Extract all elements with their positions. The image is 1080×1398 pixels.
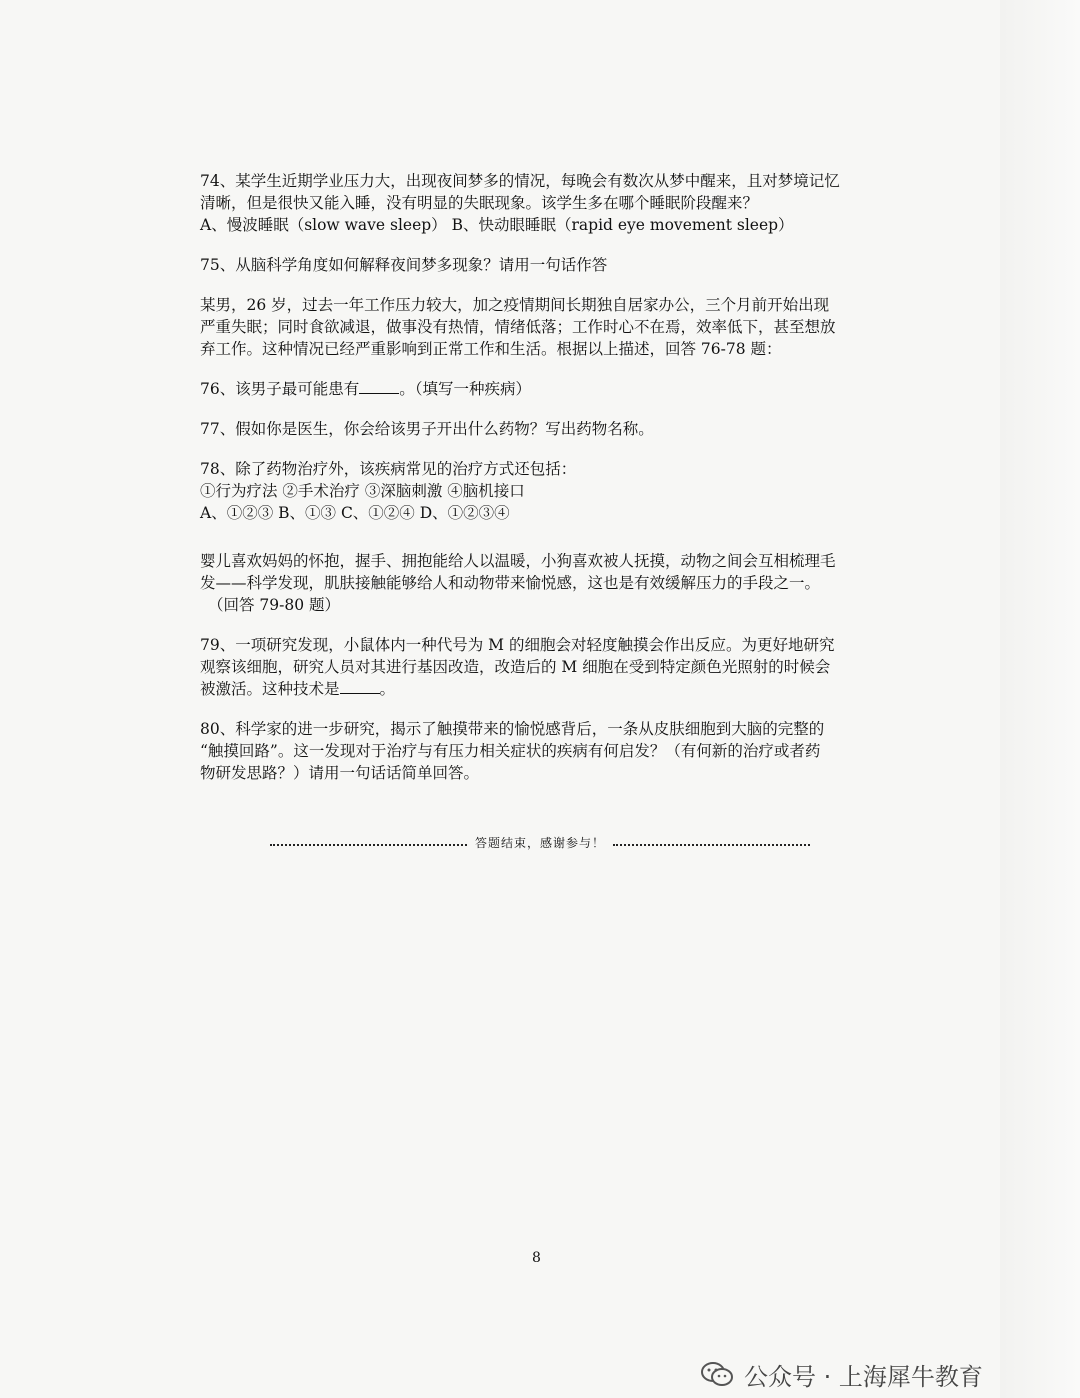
- question-78-options: A、①②③ B、①③ C、①②④ D、①②③④: [200, 504, 510, 522]
- watermark: [700, 1358, 983, 1390]
- question-75: [200, 254, 880, 276]
- passage-2-line-3: （回答 79-80 题）: [208, 596, 341, 614]
- passage-79-80: [200, 550, 880, 616]
- question-76: [200, 378, 880, 400]
- dotted-rule-right: [613, 844, 810, 846]
- wechat-icon: [700, 1361, 734, 1387]
- question-79-line-3-prefix: 被激活。这种技术是: [200, 680, 340, 698]
- page-number: 8: [532, 1250, 541, 1266]
- question-76-prefix: 76、该男子最可能患有: [200, 380, 360, 398]
- question-74-line-2: 清晰，但是很快又能入睡，没有明显的失眠现象。该学生多在哪个睡眠阶段醒来？: [200, 194, 759, 212]
- question-78-items: ①行为疗法 ②手术治疗 ③深脑刺激 ④脑机接口: [200, 482, 525, 500]
- question-74-options: A、慢波睡眠（slow wave sleep） B、快动眼睡眠（rapid eye movement sleep）: [200, 216, 794, 234]
- question-76-suffix: 。（填写一种疾病）: [399, 380, 531, 398]
- question-77: [200, 418, 880, 440]
- question-78-line-1: 78、除了药物治疗外，该疾病常见的治疗方式还包括：: [200, 460, 577, 478]
- question-79-line-1: 79、一项研究发现，小鼠体内一种代号为 M 的细胞会对轻度触摸会作出反应。为更好地研究: [200, 636, 835, 654]
- question-74: [200, 170, 880, 236]
- answer-blank: [340, 679, 380, 694]
- question-74-line-1: 74、某学生近期学业压力大，出现夜间梦多的情况，每晚会有数次从梦中醒来，且对梦境记忆: [200, 172, 840, 190]
- question-79-line-2: 观察该细胞，研究人员对其进行基因改造，改造后的 M 细胞在受到特定颜色光照射的时候会: [200, 658, 831, 676]
- watermark-text: 公众号 · 上海犀牛教育: [744, 1362, 983, 1391]
- passage-2-line-2: 发——科学发现，肌肤接触能够给人和动物带来愉悦感，这也是有效缓解压力的手段之一。: [200, 574, 821, 592]
- dotted-rule-left: [270, 844, 467, 846]
- question-79-line-3: [200, 678, 880, 700]
- question-76-line: [200, 378, 880, 400]
- question-80-line-2: “触摸回路”。这一发现对于治疗与有压力相关症状的疾病有何启发？（有何新的治疗或者药: [200, 742, 821, 760]
- end-of-exam-text: 答题结束，感谢参与！: [475, 836, 606, 850]
- question-80: [200, 718, 880, 784]
- question-79: [200, 634, 880, 700]
- question-80-line-3: 物研发思路？）请用一句话话简单回答。: [200, 764, 480, 782]
- passage-76-78: [200, 294, 880, 360]
- passage-1-line-2: 严重失眠；同时食欲减退，做事没有热情，情绪低落；工作时心不在焉，效率低下，甚至想放: [200, 318, 836, 336]
- passage-1-line-3: 弃工作。这种情况已经严重影响到正常工作和生活。根据以上描述，回答 76-78 题：: [200, 340, 782, 358]
- end-of-exam-divider: [270, 834, 810, 851]
- answer-blank: [359, 379, 399, 394]
- question-77-line-1: 77、假如你是医生，你会给该男子开出什么药物？写出药物名称。: [200, 420, 654, 438]
- question-75-line-1: 75、从脑科学角度如何解释夜间梦多现象？请用一句话作答: [200, 256, 608, 274]
- exam-content: [200, 170, 880, 802]
- passage-1-line-1: 某男，26 岁，过去一年工作压力较大，加之疫情期间长期独自居家办公，三个月前开始出现: [200, 296, 830, 314]
- question-78: [200, 458, 880, 524]
- question-80-line-1: 80、科学家的进一步研究，揭示了触摸带来的愉悦感背后，一条从皮肤细胞到大脑的完整的: [200, 720, 825, 738]
- passage-2-line-1: 婴儿喜欢妈妈的怀抱，握手、拥抱能给人以温暖，小狗喜欢被人抚摸，动物之间会互相梳理毛: [200, 552, 836, 570]
- question-79-line-3-suffix: 。: [379, 680, 396, 698]
- page-edge-shadow: [1000, 0, 1080, 1398]
